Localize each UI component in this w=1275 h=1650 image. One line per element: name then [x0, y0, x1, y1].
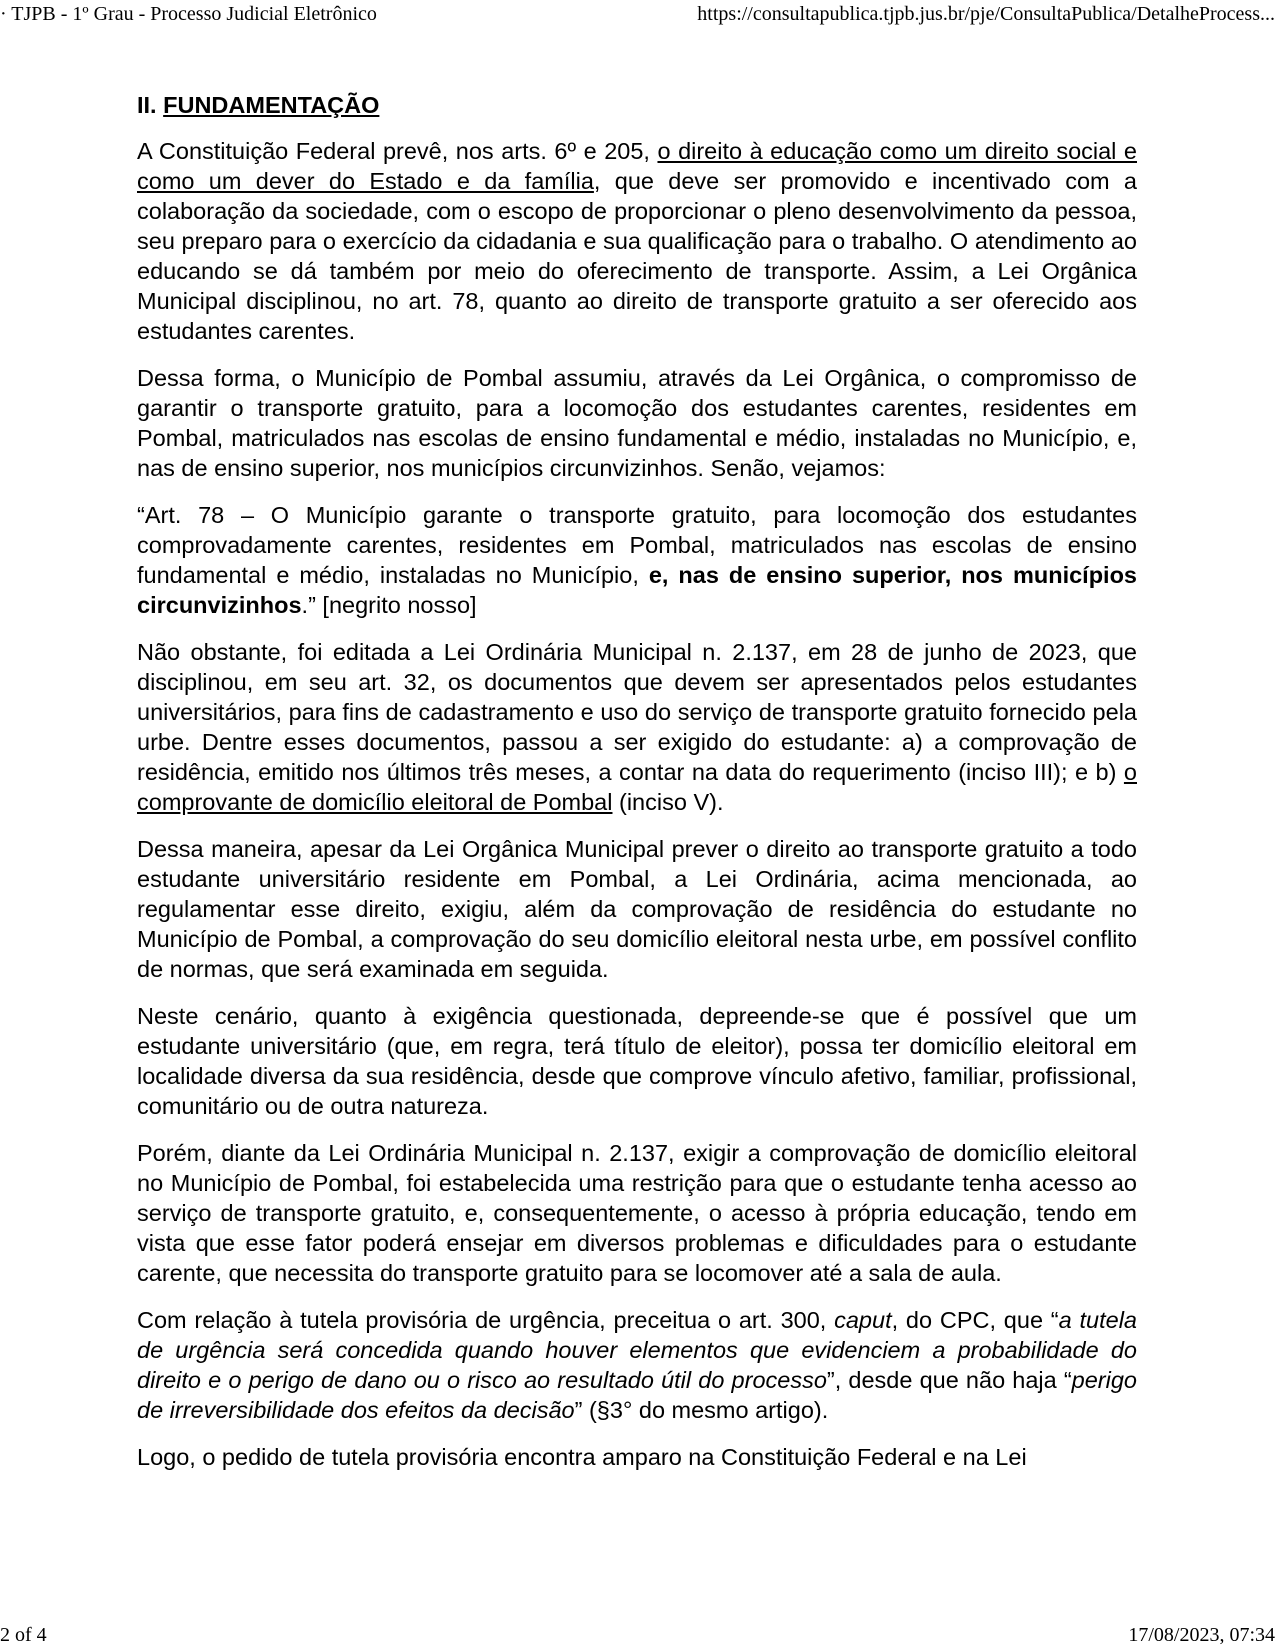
text-run: .” [negrito nosso]	[301, 592, 477, 618]
italic-quote: perigo de irreversibilidade dos efeitos da decisão	[137, 1367, 1137, 1423]
text-run: ”, desde que não haja “	[826, 1367, 1072, 1393]
print-footer-datetime: 17/08/2023, 07:34	[1128, 1624, 1275, 1646]
text-run: Com relação à tutela provisória de urgência, preceitua o art. 300,	[137, 1307, 835, 1333]
text-run: , do CPC, que “	[891, 1307, 1059, 1333]
paragraph-scenario: Neste cenário, quanto à exigência questionada, depreende-se que é possível que um estudante universitário (que, em regra, terá título de eleitor), possa ter domicílio eleitoral em localidade diversa da sua residência, desde que comprove vínculo afetivo, familiar, profissional, comunitário ou de outra natureza.	[137, 1003, 1137, 1119]
italic-text: caput	[834, 1307, 892, 1333]
document-body	[137, 90, 1137, 1489]
underlined-text: o direito à educação como um direito social e como um dever do Estado e da família	[137, 138, 1137, 194]
paragraph-constitution	[137, 136, 1137, 346]
paragraph-conflict: Dessa maneira, apesar da Lei Orgânica Municipal prever o direito ao transporte gratuito a todo estudante universitário residente em Pombal, a Lei Ordinária, acima mencionada, ao regulamentar esse direito, exigiu, além da comprovação de residência do estudante no Município de Pombal, a comprovação do seu domicílio eleitoral nesta urbe, em possível conflito de normas, que será examinada em seguida.	[137, 836, 1137, 982]
print-header-url: https://consultapublica.tjpb.jus.br/pje/ConsultaPublica/DetalheProcess...	[697, 3, 1275, 25]
print-header-title: · TJPB - 1º Grau - Processo Judicial Eletrônico	[0, 3, 377, 25]
bold-text: e, nas de ensino superior, nos municípios circunvizinhos	[137, 562, 1137, 618]
text-run: (inciso V).	[612, 789, 724, 815]
underlined-text: o comprovante de domicílio eleitoral de Pombal	[137, 759, 1137, 815]
paragraph-organic-law: Dessa forma, o Município de Pombal assumiu, através da Lei Orgânica, o compromisso de garantir o transporte gratuito, para a locomoção dos estudantes carentes, residentes em Pombal, matriculados nas escolas de ensino fundamental e médio, instaladas no Município, e, nas de ensino superior, nos municípios circunvizinhos. Senão, vejamos:	[137, 365, 1137, 481]
section-heading-number: II.	[137, 92, 164, 118]
section-heading	[137, 90, 1137, 120]
paragraph-urgency	[137, 1305, 1137, 1425]
paragraph-restriction: Porém, diante da Lei Ordinária Municipal n. 2.137, exigir a comprovação de domicílio eleitoral no Município de Pombal, foi estabelecida uma restrição para que o estudante tenha acesso ao serviço de transporte gratuito, e, consequentemente, o acesso à própria educação, tendo em vista que esse fator poderá ensejar em diversos problemas e dificuldades para o estudante carente, que necessita do transporte gratuito para se locomover até a sala de aula.	[137, 1140, 1137, 1286]
text-run: , que deve ser promovido e incentivado com a colaboração da sociedade, com o escopo de proporcionar o pleno desenvolvimento da pessoa, seu preparo para o exercício da cidadania e sua qualificação para o trabalho. O atendimento ao educando se dá também por meio do oferecimento de transporte. Assim, a Lei Orgânica Municipal disciplinou, no art. 78, quanto ao direito de transporte gratuito a ser oferecido aos estudantes carentes.	[137, 168, 1137, 344]
italic-quote: a tutela de urgência será concedida quando houver elementos que evidenciem a probabilidade do direito e o perigo de dano ou o risco ao resultado útil do processo	[137, 1307, 1137, 1393]
paragraph-conclusion: Logo, o pedido de tutela provisória encontra amparo na Constituição Federal e na Lei	[137, 1444, 1027, 1470]
print-footer-page: 2 of 4	[0, 1624, 47, 1646]
text-run: ” (§3° do mesmo artigo).	[574, 1397, 829, 1423]
paragraph-art-78-quote	[137, 500, 1137, 620]
paragraph-ordinary-law	[137, 637, 1137, 817]
section-heading-title: FUNDAMENTAÇÃO	[163, 92, 380, 118]
text-run: “Art. 78 – O Município garante o transporte gratuito, para locomoção dos estudantes comprovadamente carentes, residentes em Pombal, matriculados nas escolas de ensino fundamental e médio, instaladas no Município,	[137, 502, 1137, 588]
text-run: A Constituição Federal prevê, nos arts. 6º e 205,	[137, 138, 658, 164]
text-run: Não obstante, foi editada a Lei Ordinária Municipal n. 2.137, em 28 de junho de 2023, que disciplinou, em seu art. 32, os documentos que devem ser apresentados pelos estudantes universitários, para fins de cadastramento e uso do serviço de transporte gratuito fornecido pela urbe. Dentre esses documentos, passou a ser exigido do estudante: a) a comprovação de residência, emitido nos últimos três meses, a contar na data do requerimento (inciso III); e b)	[137, 639, 1137, 785]
